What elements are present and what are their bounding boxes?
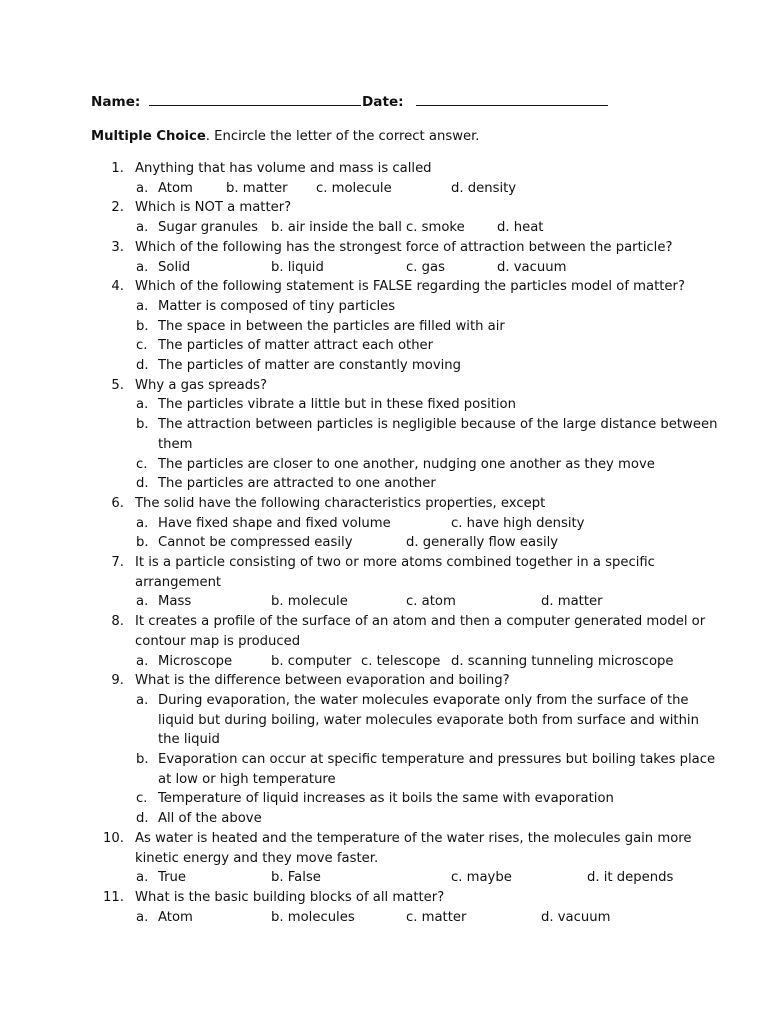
choice-letter: a. — [136, 870, 149, 886]
choice-option[interactable]: Solid — [158, 259, 191, 275]
choice-option[interactable]: Microscope — [158, 653, 233, 669]
question-number: 3. — [111, 239, 124, 255]
question-text: What is the basic building blocks of all matter? — [135, 889, 445, 905]
question-text: Which of the following has the strongest force of attraction between the particle? — [135, 239, 673, 255]
choice-option[interactable]: The particles are closer to one another, nudging one another as they move — [158, 456, 655, 472]
choice-option[interactable]: The particles are attracted to one another — [158, 476, 436, 492]
choice-option[interactable]: The particles of matter are constantly moving — [158, 358, 462, 373]
choice-letter: b. — [136, 318, 149, 334]
choice-letter: b. — [136, 417, 149, 433]
date-label: Date: — [362, 94, 404, 110]
choice-letter: a. — [136, 180, 149, 196]
choice-letter: a. — [136, 692, 149, 708]
choice-letter: d. — [136, 811, 149, 827]
date-blank[interactable] — [416, 91, 608, 106]
choice-option[interactable]: c. gas — [406, 259, 445, 275]
question-text: The solid have the following characteristics properties, except — [135, 495, 546, 511]
name-blank[interactable] — [149, 91, 361, 106]
choice-option[interactable]: b. molecule — [271, 594, 348, 610]
choice-option[interactable]: them — [158, 436, 193, 452]
choice-option[interactable]: d. matter — [541, 594, 603, 610]
choice-option[interactable]: c. atom — [406, 594, 456, 610]
choice-letter: d. — [136, 476, 149, 492]
choice-option[interactable]: During evaporation, the water molecules evaporate only from the surface of the — [158, 692, 689, 708]
name-field-row — [91, 91, 361, 111]
choice-letter: b. — [136, 535, 149, 551]
question-text: It creates a profile of the surface of an atom and then a computer generated model or — [135, 614, 706, 630]
choice-option[interactable]: at low or high temperature — [158, 771, 336, 787]
question-text: Which is NOT a matter? — [135, 200, 292, 216]
question-text: Which of the following statement is FALSE regarding the particles model of matter? — [135, 279, 685, 295]
choice-option[interactable]: c. matter — [406, 909, 467, 925]
question-number: 10. — [103, 830, 124, 846]
question-text: Why a gas spreads? — [135, 377, 267, 393]
name-label: Name: — [91, 94, 141, 110]
choice-option[interactable]: c. molecule — [316, 180, 392, 196]
choice-option[interactable]: Have fixed shape and fixed volume — [158, 515, 391, 531]
choice-letter: c. — [136, 456, 148, 472]
choice-option[interactable]: b. False — [271, 870, 321, 886]
choice-option[interactable]: the liquid — [158, 732, 220, 748]
choice-letter: a. — [136, 220, 149, 236]
choice-letter: a. — [136, 909, 149, 925]
choice-option[interactable]: b. matter — [226, 180, 288, 196]
choice-option[interactable]: True — [158, 870, 187, 886]
choice-option[interactable]: Mass — [158, 594, 192, 610]
instructions-text: . Encircle the letter of the correct answer. — [205, 129, 480, 144]
question-number: 11. — [103, 889, 124, 905]
question-number: 1. — [111, 161, 124, 176]
choice-option[interactable]: c. maybe — [451, 870, 512, 886]
question-text: It is a particle consisting of two or more atoms combined together in a specific — [135, 555, 655, 570]
choice-option[interactable]: b. molecules — [271, 909, 355, 925]
choice-option[interactable]: The attraction between particles is negligible because of the large distance between — [158, 417, 718, 433]
choice-option[interactable]: b. air inside the ball — [271, 220, 402, 236]
question-text: kinetic energy and they move faster. — [135, 850, 379, 866]
choice-option[interactable]: b. liquid — [271, 259, 324, 275]
choice-letter: d. — [136, 358, 149, 373]
choice-option[interactable]: d. scanning tunneling microscope — [451, 653, 674, 669]
choice-option[interactable]: All of the above — [158, 811, 262, 827]
choice-option[interactable]: liquid but during boiling, water molecules evaporate both from surface and within — [158, 712, 699, 728]
choice-option[interactable]: d. generally flow easily — [406, 535, 559, 551]
choice-option[interactable]: c. have high density — [451, 515, 585, 531]
question-number: 9. — [111, 673, 124, 689]
choice-option[interactable]: Cannot be compressed easily — [158, 535, 353, 551]
choice-option[interactable]: d. heat — [497, 220, 544, 236]
question-text: arrangement — [135, 574, 222, 590]
choice-option[interactable]: b. computer — [271, 653, 352, 669]
choice-option[interactable]: d. it depends — [587, 870, 674, 886]
choice-option[interactable]: Sugar granules — [158, 220, 259, 236]
choice-letter: a. — [136, 515, 149, 531]
question-text: Anything that has volume and mass is called — [135, 161, 432, 176]
choice-option[interactable]: The space in between the particles are filled with air — [158, 318, 505, 334]
choice-letter: a. — [136, 653, 149, 669]
question-number: 8. — [111, 614, 124, 630]
choice-letter: c. — [136, 791, 148, 807]
choice-option[interactable]: Atom — [158, 180, 193, 196]
question-number: 2. — [111, 200, 124, 216]
date-field-row — [362, 91, 608, 111]
choice-option[interactable]: d. density — [451, 180, 517, 196]
choice-letter: b. — [136, 752, 149, 767]
choice-option[interactable]: The particles of matter attract each other — [158, 338, 434, 354]
choice-letter: a. — [136, 594, 149, 610]
choice-option[interactable]: Evaporation can occur at specific temperature and pressures but boiling takes place — [158, 752, 716, 767]
choice-option[interactable]: d. vacuum — [541, 909, 611, 925]
choice-option[interactable]: The particles vibrate a little but in these fixed position — [158, 397, 516, 413]
choice-option[interactable]: Matter is composed of tiny particles — [158, 298, 396, 314]
question-text: contour map is produced — [135, 633, 301, 649]
choice-option[interactable]: c. smoke — [406, 220, 465, 236]
choice-letter: a. — [136, 397, 149, 413]
question-text: What is the difference between evaporation and boiling? — [135, 673, 510, 689]
choice-option[interactable]: Atom — [158, 909, 193, 925]
instructions — [91, 127, 480, 147]
instructions-title: Multiple Choice — [91, 129, 206, 144]
question-number: 7. — [111, 555, 124, 570]
choice-option[interactable]: c. telescope — [361, 653, 441, 669]
question-text: As water is heated and the temperature of the water rises, the molecules gain more — [135, 830, 692, 846]
choice-letter: c. — [136, 338, 148, 354]
choice-letter: a. — [136, 259, 149, 275]
choice-letter: a. — [136, 298, 149, 314]
choice-option[interactable]: d. vacuum — [497, 259, 567, 275]
question-number: 6. — [111, 495, 124, 511]
choice-option[interactable]: Temperature of liquid increases as it boils the same with evaporation — [158, 791, 614, 807]
question-number: 4. — [111, 279, 124, 295]
question-number: 5. — [111, 377, 124, 393]
